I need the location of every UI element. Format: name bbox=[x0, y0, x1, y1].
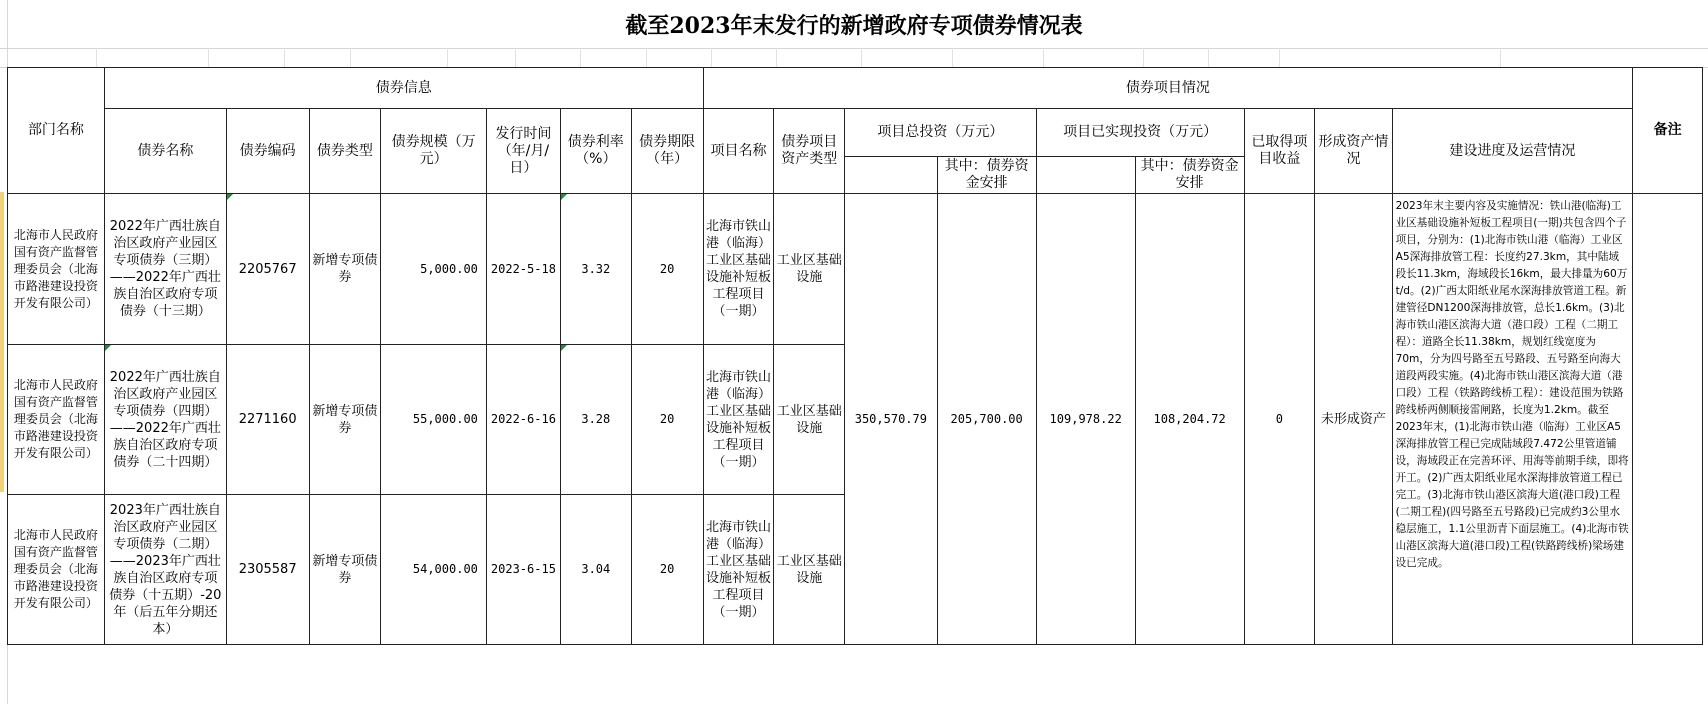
cell-issue-date[interactable]: 2022-5-18 bbox=[486, 194, 560, 345]
cell-dept[interactable]: 北海市人民政府国有资产监督管理委员会（北海市路港建设投资开发有限公司） bbox=[8, 495, 105, 645]
cell-bond-scale[interactable]: 54,000.00 bbox=[381, 495, 487, 645]
header-progress[interactable]: 建设进度及运营情况 bbox=[1392, 109, 1633, 194]
header-bond-code[interactable]: 债券编码 bbox=[226, 109, 309, 194]
cell-realized-invest-bond[interactable]: 108,204.72 bbox=[1135, 194, 1244, 645]
header-income[interactable]: 已取得项目收益 bbox=[1244, 109, 1315, 194]
cell-rate[interactable]: 3.28 bbox=[560, 345, 631, 495]
cell-bond-type[interactable]: 新增专项债券 bbox=[309, 194, 381, 345]
cell-project-name[interactable]: 北海市铁山港（临海）工业区基础设施补短板工程项目（一期） bbox=[703, 495, 774, 645]
cell-bond-type[interactable]: 新增专项债券 bbox=[309, 495, 381, 645]
cell-rate[interactable]: 3.04 bbox=[560, 495, 631, 645]
cell-bond-name[interactable]: 2022年广西壮族自治区政府产业园区专项债券（四期）——2022年广西壮族自治区政府专项债券（二十四期） bbox=[104, 345, 226, 495]
cell-income[interactable]: 0 bbox=[1244, 194, 1315, 645]
cell-term[interactable]: 20 bbox=[631, 345, 703, 495]
cell-total-invest[interactable]: 350,570.79 bbox=[845, 194, 938, 645]
header-bond-info[interactable]: 债券信息 bbox=[104, 68, 703, 109]
cell-asset-formed[interactable]: 未形成资产 bbox=[1315, 194, 1392, 645]
cell-dept[interactable]: 北海市人民政府国有资产监督管理委员会（北海市路港建设投资开发有限公司） bbox=[8, 345, 105, 495]
header-dept[interactable]: 部门名称 bbox=[8, 68, 105, 194]
header-realized-invest-blank[interactable] bbox=[1036, 157, 1135, 194]
cell-bond-type[interactable]: 新增专项债券 bbox=[309, 345, 381, 495]
cell-project-name[interactable]: 北海市铁山港（临海）工业区基础设施补短板工程项目（一期） bbox=[703, 345, 774, 495]
page-title: 截至2023年末发行的新增政府专项债券情况表 bbox=[0, 0, 1708, 49]
cell-rate[interactable]: 3.32 bbox=[560, 194, 631, 345]
cell-bond-scale[interactable]: 55,000.00 bbox=[381, 345, 487, 495]
header-remark[interactable]: 备注 bbox=[1633, 68, 1703, 194]
header-total-invest-blank[interactable] bbox=[845, 157, 938, 194]
header-asset-formed[interactable]: 形成资产情况 bbox=[1315, 109, 1392, 194]
empty-grid-row bbox=[0, 48, 1708, 68]
bond-table bbox=[7, 67, 1703, 645]
header-project-info[interactable]: 债券项目情况 bbox=[703, 68, 1633, 109]
cell-remark[interactable] bbox=[1633, 194, 1703, 645]
cell-bond-code[interactable]: 2271160 bbox=[226, 345, 309, 495]
header-asset-type[interactable]: 债券项目资产类型 bbox=[774, 109, 845, 194]
table-row bbox=[8, 194, 1703, 345]
cell-project-name[interactable]: 北海市铁山港（临海）工业区基础设施补短板工程项目（一期） bbox=[703, 194, 774, 345]
cell-progress[interactable]: 2023年末主要内容及实施情况：铁山港(临海)工业区基础设施补短板工程项目(一期)共包含四个子项目，分别为：(1)北海市铁山港（临海）工业区A5深海排放管工程：长度约27.3km，其中陆域段长11.3km，海域段长16km，最大排量为60万 t/d。(2)广西太阳纸业尾水深海排放管道工程。新建管径DN1200深海排放管，总长1.6km。(3)北海市铁山港区滨海大道（港口段）工程（二期工程）：道路全长11.38km，规划红线宽度为70m，分为四号路至五号路段、五号路至向海大道段两段实施。(4)北海市铁山港区滨海大道（港口段）工程（铁路跨线桥工程）：建设范围为铁路跨线桥两侧顺接雷闸路，长度为1.2km。截至2023年末，(1)北海市铁山港（临海）工业区A5深海排放管工程已完成陆域段7.472公里管道铺设，海域段正在完善环评、用海等前期手续，即将开工。(2)广西太阳纸业尾水深海排放管道工程已完工。(3)北海市铁山港区滨海大道(港口段)工程(二期工程)(四号路至五号路段)已完成约3公里水稳层施工，1.1公里沥青下面层施工。(4)北海市铁山港区滨海大道(港口段)工程(铁路跨线桥)梁场建设已完成。 bbox=[1392, 194, 1633, 645]
cell-asset-type[interactable]: 工业区基础设施 bbox=[774, 495, 845, 645]
header-issue-date[interactable]: 发行时间（年/月/日） bbox=[486, 109, 560, 194]
cell-issue-date[interactable]: 2022-6-16 bbox=[486, 345, 560, 495]
cell-bond-scale[interactable]: 5,000.00 bbox=[381, 194, 487, 345]
cell-term[interactable]: 20 bbox=[631, 495, 703, 645]
cell-asset-type[interactable]: 工业区基础设施 bbox=[774, 194, 845, 345]
row-selection-mark bbox=[0, 192, 4, 492]
cell-dept[interactable]: 北海市人民政府国有资产监督管理委员会（北海市路港建设投资开发有限公司） bbox=[8, 194, 105, 345]
header-realized-invest[interactable]: 项目已实现投资（万元） bbox=[1036, 109, 1244, 157]
cell-realized-invest[interactable]: 109,978.22 bbox=[1036, 194, 1135, 645]
header-bond-name[interactable]: 债券名称 bbox=[104, 109, 226, 194]
cell-bond-code[interactable]: 2305587 bbox=[226, 495, 309, 645]
cell-bond-code[interactable]: 2205767 bbox=[226, 194, 309, 345]
cell-bond-name[interactable]: 2023年广西壮族自治区政府产业园区专项债券（二期）——2023年广西壮族自治区政府专项债券（十五期）-20年（后五年分期还本） bbox=[104, 495, 226, 645]
header-total-invest[interactable]: 项目总投资（万元） bbox=[845, 109, 1037, 157]
header-total-invest-bond[interactable]: 其中：债券资金安排 bbox=[937, 157, 1036, 194]
header-project-name[interactable]: 项目名称 bbox=[703, 109, 774, 194]
header-term[interactable]: 债券期限（年） bbox=[631, 109, 703, 194]
header-rate[interactable]: 债券利率（%） bbox=[560, 109, 631, 194]
header-bond-scale[interactable]: 债券规模（万元） bbox=[381, 109, 487, 194]
cell-term[interactable]: 20 bbox=[631, 194, 703, 345]
header-bond-type[interactable]: 债券类型 bbox=[309, 109, 381, 194]
cell-bond-name[interactable]: 2022年广西壮族自治区政府产业园区专项债券（三期）——2022年广西壮族自治区政府专项债券（十三期） bbox=[104, 194, 226, 345]
cell-issue-date[interactable]: 2023-6-15 bbox=[486, 495, 560, 645]
header-realized-invest-bond[interactable]: 其中：债券资金安排 bbox=[1135, 157, 1244, 194]
cell-total-invest-bond[interactable]: 205,700.00 bbox=[937, 194, 1036, 645]
cell-asset-type[interactable]: 工业区基础设施 bbox=[774, 345, 845, 495]
